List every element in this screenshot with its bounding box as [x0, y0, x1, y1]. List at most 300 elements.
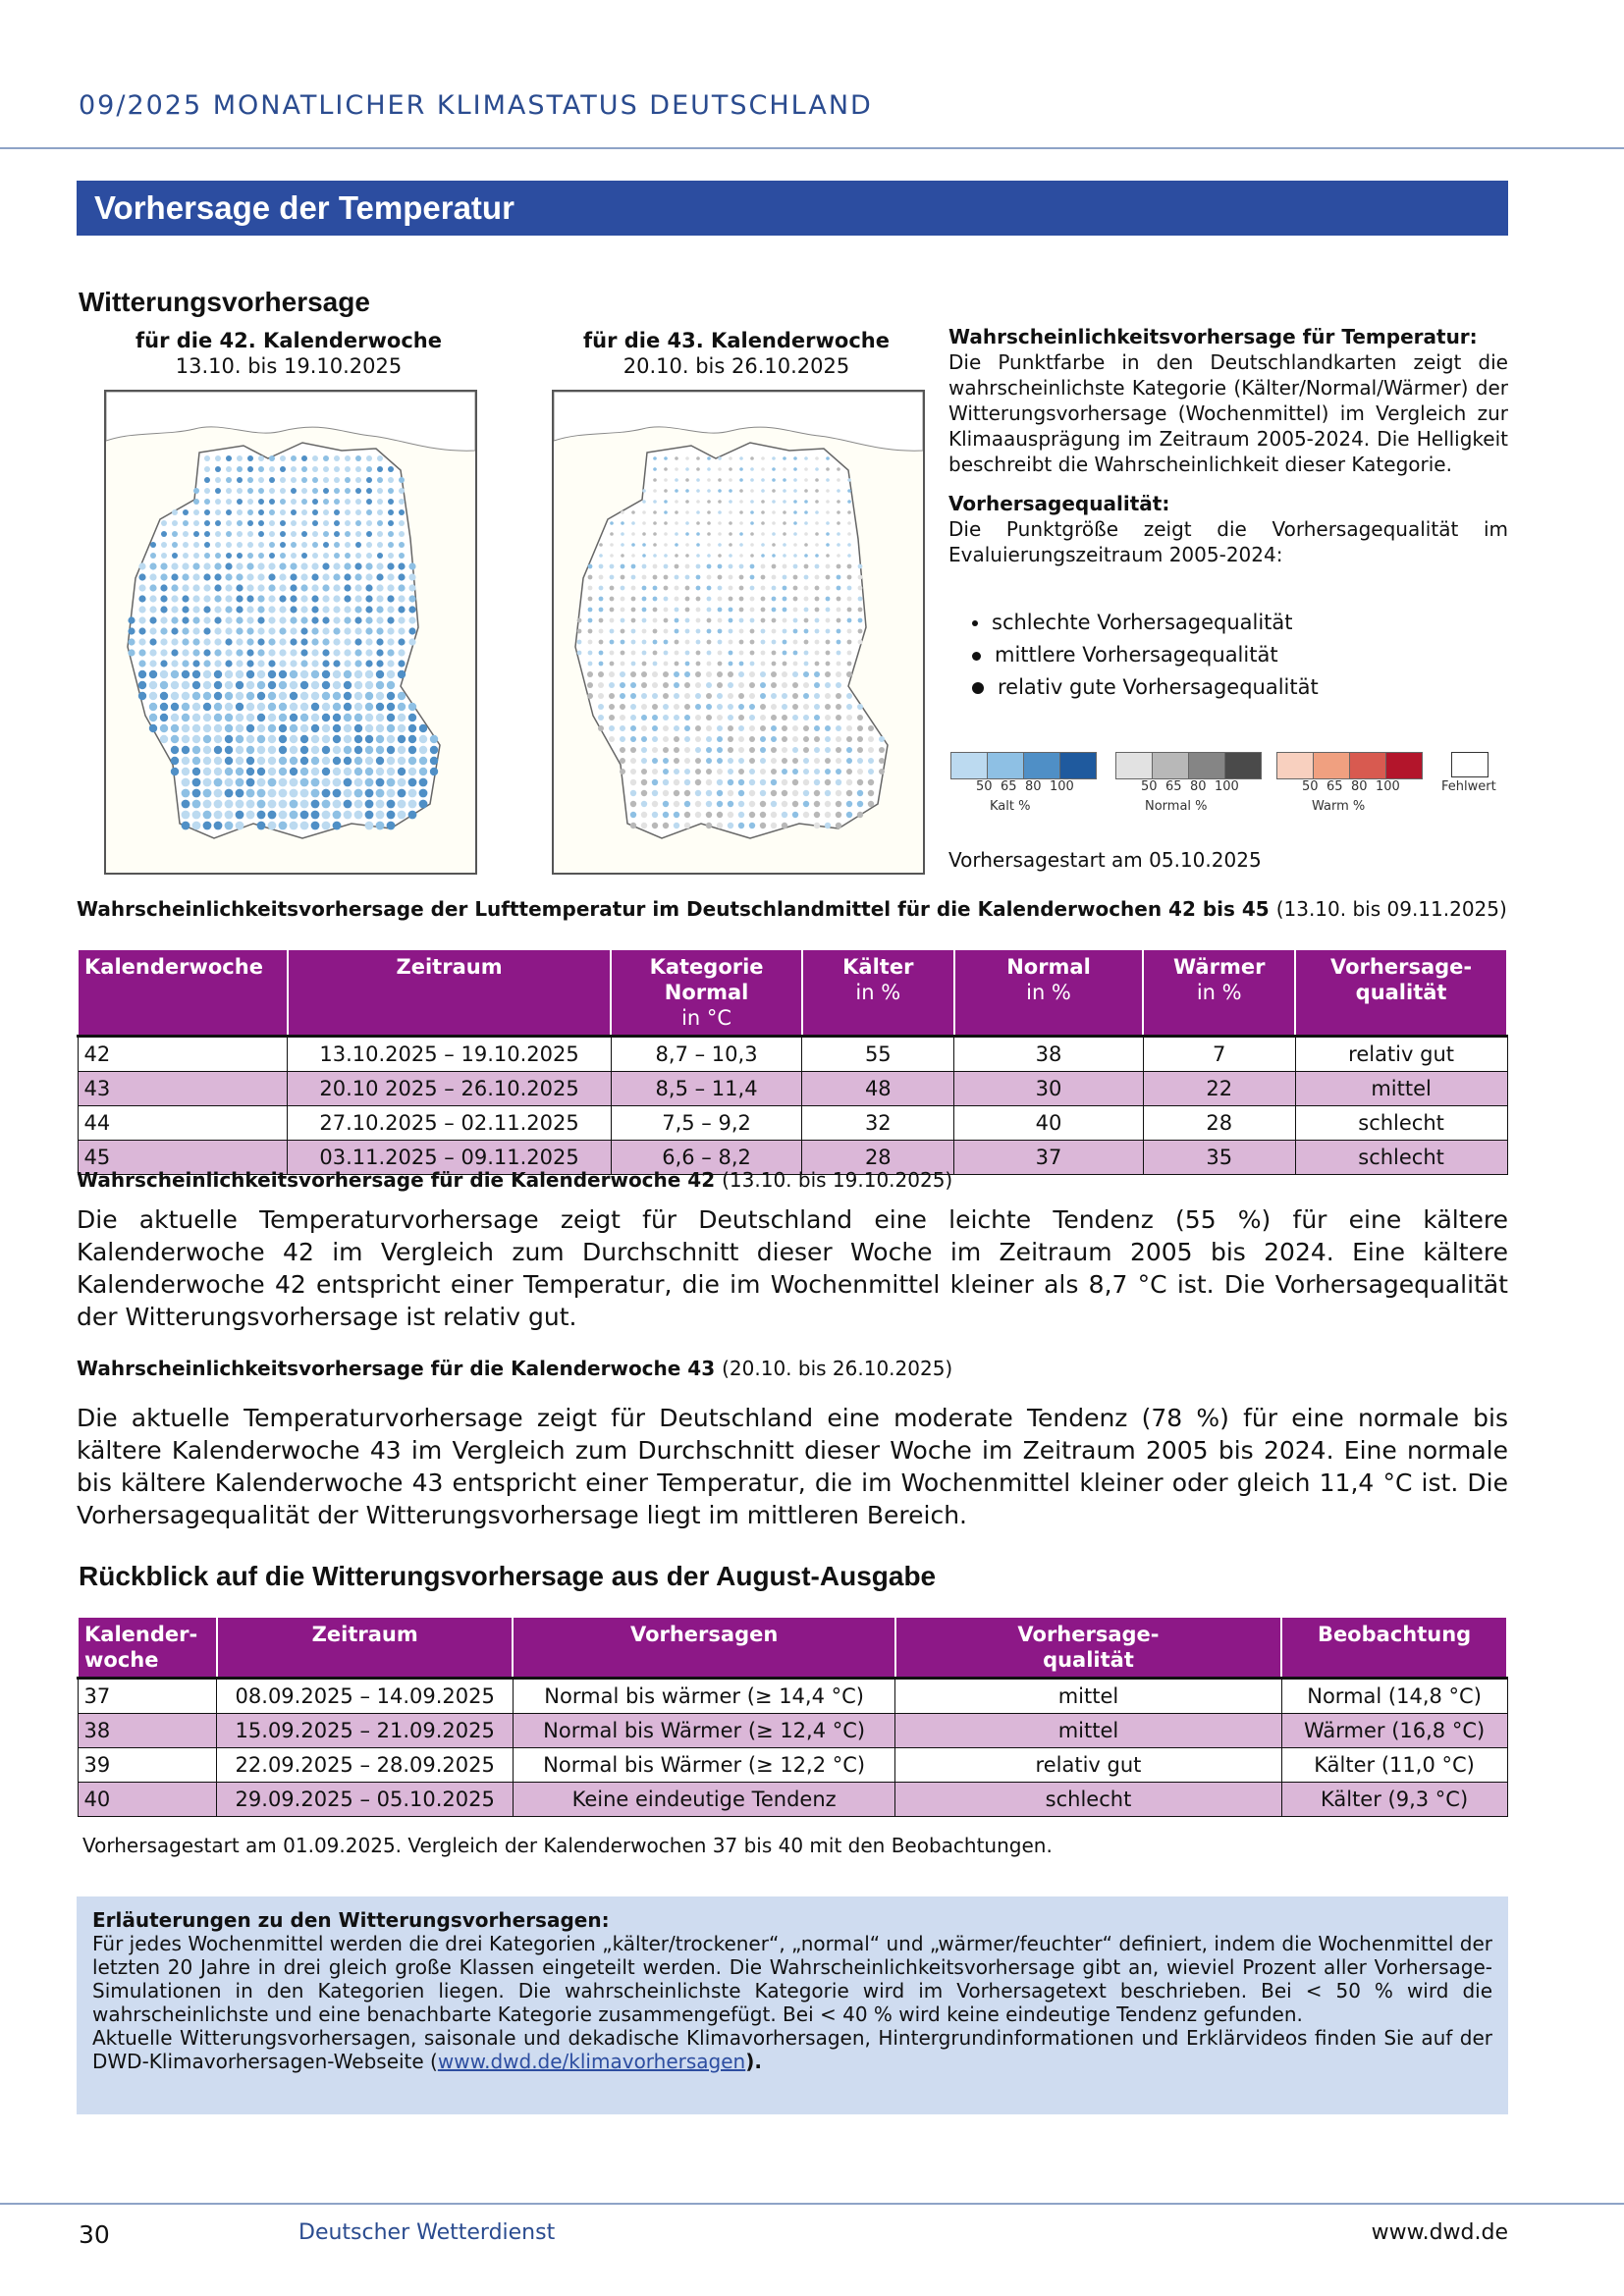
forecast-dot: [354, 735, 362, 743]
forecast-dot: [182, 638, 189, 645]
forecast-dot: [225, 822, 234, 830]
forecast-dot: [836, 671, 841, 677]
forecast-dot: [323, 531, 329, 537]
forecast-dot: [814, 682, 820, 688]
forecast-dot: [717, 812, 723, 818]
forecast-dot: [311, 584, 318, 591]
forecast-dot: [695, 790, 701, 796]
forecast-dot: [707, 532, 711, 536]
forecast-dot: [408, 595, 415, 602]
forecast-dot: [718, 662, 723, 667]
forecast-dot: [837, 478, 840, 482]
forecast-dot: [388, 466, 394, 472]
forecast-dot: [847, 618, 852, 623]
forecast-dot: [149, 616, 156, 623]
forecast-dot: [739, 543, 743, 547]
forecast-dot: [825, 769, 831, 774]
forecast-dot: [160, 616, 167, 623]
forecast-dot: [171, 606, 178, 613]
forecast-dot: [160, 735, 168, 743]
forecast-dot: [761, 489, 765, 493]
table-cell: 38: [954, 1037, 1144, 1072]
forecast-dot: [247, 488, 253, 494]
forecast-dot: [366, 477, 372, 483]
forecast-dot: [192, 724, 200, 732]
forecast-dot: [750, 532, 754, 536]
forecast-dot: [291, 509, 297, 515]
forecast-dot: [684, 758, 690, 764]
forecast-dot: [631, 662, 636, 667]
forecast-dot: [376, 584, 383, 591]
forecast-dot: [653, 532, 657, 536]
forecast-dot: [246, 681, 254, 689]
forecast-dot: [322, 660, 329, 667]
forecast-dot: [846, 725, 852, 731]
forecast-dot: [290, 681, 298, 689]
forecast-dot: [344, 562, 351, 569]
forecast-dot: [311, 595, 318, 602]
forecast-dot: [138, 595, 145, 602]
forecast-dot: [814, 671, 820, 677]
forecast-dot: [290, 670, 298, 678]
forecast-dot: [750, 575, 755, 580]
forecast-dot: [354, 638, 361, 645]
forecast-dot: [847, 532, 851, 536]
forecast-dot: [192, 584, 199, 591]
forecast-dot: [128, 616, 135, 623]
forecast-dot: [333, 638, 340, 645]
forecast-dot: [333, 573, 340, 580]
forecast-dot: [312, 520, 318, 526]
forecast-dot: [246, 562, 253, 569]
forecast-dot: [792, 769, 798, 774]
forecast-dot: [279, 638, 286, 645]
forecast-dot: [225, 778, 234, 787]
forecast-dot: [345, 488, 351, 494]
forecast-dot: [815, 467, 819, 471]
forecast-dot: [290, 606, 297, 613]
scale-tick: 50: [1302, 779, 1319, 794]
forecast-dot: [717, 704, 723, 710]
forecast-dot: [804, 618, 809, 623]
header-cell: Vorhersage- qualität: [895, 1617, 1281, 1679]
forecast-dot: [749, 736, 755, 742]
forecast-dot: [706, 725, 712, 731]
forecast-dot: [214, 606, 221, 613]
forecast-dot: [684, 779, 690, 785]
forecast-dot: [771, 715, 777, 721]
forecast-dot: [236, 746, 244, 754]
forecast-dot: [599, 618, 604, 623]
forecast-dot: [837, 608, 841, 613]
forecast-dot: [268, 670, 276, 678]
forecast-dot: [609, 725, 615, 731]
forecast-dot: [300, 649, 307, 656]
forecast-dot: [587, 693, 593, 699]
forecast-dot: [149, 714, 157, 721]
forecast-dot: [879, 747, 885, 753]
forecast-dot: [707, 575, 712, 580]
forecast-dot: [311, 660, 318, 667]
forecast-dot: [290, 746, 298, 754]
forecast-dot: [193, 553, 199, 559]
forecast-dot: [728, 801, 733, 807]
forecast-dot: [355, 531, 361, 537]
forecast-dot: [344, 768, 352, 775]
forecast-dot: [675, 662, 679, 667]
forecast-dot: [857, 779, 863, 785]
forecast-dot: [793, 662, 798, 667]
forecast-dot: [246, 660, 253, 667]
forecast-dot: [291, 542, 297, 548]
forecast-dot: [630, 790, 636, 796]
forecast-dot: [664, 586, 669, 591]
forecast-dot: [630, 769, 636, 774]
forecast-dot: [803, 790, 809, 796]
forecast-dot: [729, 662, 733, 667]
forecast-dot: [376, 735, 384, 743]
review-footnote: Vorhersagestart am 01.09.2025. Vergleich der Kalenderwochen 37 bis 40 mit den Beobachtungen.: [82, 1834, 1053, 1857]
forecast-dot: [388, 531, 394, 537]
forecast-dot: [674, 801, 679, 807]
forecast-dot: [182, 735, 189, 743]
forecast-dot: [236, 714, 244, 721]
forecast-dot: [322, 822, 331, 830]
forecast-dot: [280, 509, 286, 515]
map-kw43-figure: [554, 392, 923, 873]
forecast-dot: [344, 692, 352, 700]
forecast-dot: [738, 671, 744, 677]
forecast-dot: [149, 606, 156, 613]
forecast-dot: [257, 746, 265, 754]
forecast-dot: [641, 715, 647, 721]
forecast-dot: [718, 500, 722, 504]
forecast-dot: [257, 714, 265, 721]
forecast-dot: [599, 586, 604, 591]
forecast-dot: [333, 811, 342, 820]
forecast-dot: [621, 532, 624, 536]
forecast-dot: [182, 724, 189, 732]
forecast-dot: [171, 681, 179, 689]
forecast-dot: [760, 812, 766, 818]
forecast-dot: [301, 499, 307, 505]
forecast-dot: [376, 616, 383, 623]
forecast-dot: [257, 562, 264, 569]
forecast-dot: [804, 597, 809, 602]
forecast-dot: [311, 800, 320, 809]
scale-tick: 80: [1351, 779, 1368, 794]
forecast-dot: [333, 746, 341, 754]
forecast-dot: [749, 790, 755, 796]
forecast-dot: [675, 543, 678, 547]
forecast-dot: [215, 477, 221, 483]
forecast-dot: [653, 467, 657, 471]
forecast-dot: [333, 735, 341, 743]
forecast-dot: [192, 822, 201, 830]
forecast-dot: [696, 554, 700, 558]
forecast-dot: [750, 640, 755, 645]
forecast-dot: [825, 758, 831, 764]
forecast-dot: [269, 488, 275, 494]
forecast-dot: [236, 649, 243, 656]
forecast-dot: [707, 608, 712, 613]
table-cell: 13.10.2025 – 19.10.2025: [288, 1037, 611, 1072]
forecast-dot: [171, 562, 178, 569]
forecast-dot: [388, 509, 394, 515]
forecast-dot: [653, 456, 657, 460]
forecast-dot: [804, 478, 808, 482]
forecast-dot: [387, 649, 394, 656]
color-swatch: [1276, 752, 1314, 779]
forecast-dot: [630, 779, 636, 785]
forecast-dot: [193, 520, 199, 526]
forecast-dot: [804, 456, 808, 460]
forecast-dot: [761, 532, 765, 536]
klimavorhersagen-link[interactable]: www.dwd.de/klimavorhersagen: [437, 2050, 746, 2073]
forecast-dot: [847, 640, 852, 645]
forecast-dot: [236, 757, 244, 765]
forecast-dot: [761, 564, 766, 569]
header-cell: Kalenderwoche: [78, 949, 288, 1037]
forecast-dot: [311, 703, 319, 711]
forecast-dot: [247, 499, 253, 505]
forecast-dot: [365, 800, 374, 809]
forecast-dot: [183, 531, 189, 537]
scale-tick: 65: [1165, 779, 1182, 794]
forecast-dot: [696, 532, 700, 536]
forecast-dot: [149, 724, 157, 732]
forecast-dot: [160, 649, 167, 656]
forecast-dot: [739, 478, 743, 482]
forecast-dot: [323, 520, 329, 526]
forecast-dot: [783, 532, 786, 536]
forecast-dot: [203, 692, 211, 700]
forecast-dot: [815, 489, 819, 493]
forecast-dot: [354, 562, 361, 569]
forecast-dot: [279, 562, 286, 569]
forecast-dot: [685, 564, 690, 569]
forecast-dot: [399, 520, 405, 526]
forecast-dot: [300, 638, 307, 645]
forecast-dot: [268, 681, 276, 689]
forecast-dot: [641, 725, 647, 731]
forecast-dot: [675, 629, 679, 634]
forecast-dot: [268, 606, 275, 613]
forecast-dot: [160, 627, 167, 634]
forecast-dot: [182, 757, 189, 765]
forecast-dot: [408, 778, 417, 787]
header-cell: Vorhersagen: [513, 1617, 894, 1679]
forecast-dot: [225, 595, 232, 602]
forecast-dot: [717, 682, 723, 688]
forecast-dot: [826, 456, 830, 460]
forecast-dot: [739, 662, 744, 667]
forecast-dot: [182, 562, 189, 569]
forecast-dot: [354, 606, 361, 613]
forecast-dot: [793, 554, 797, 558]
forecast-dot: [322, 757, 330, 765]
forecast-dot: [257, 573, 264, 580]
forecast-dot: [674, 725, 679, 731]
forecast-dot: [696, 510, 700, 514]
forecast-dot: [717, 823, 723, 828]
forecast-dot: [685, 597, 690, 602]
forecast-dot: [334, 542, 340, 548]
forecast-dot: [269, 466, 275, 472]
forecast-dot: [225, 627, 232, 634]
forecast-dot: [377, 499, 383, 505]
table-cell: 27.10.2025 – 02.11.2025: [288, 1106, 611, 1141]
footer-url: www.dwd.de: [1371, 2220, 1508, 2245]
forecast-dot: [696, 608, 701, 613]
forecast-dot: [652, 779, 658, 785]
forecast-dot: [226, 553, 232, 559]
forecast-dot: [214, 811, 223, 820]
forecast-dot: [258, 499, 264, 505]
forecast-dot: [598, 725, 604, 731]
forecast-dot: [192, 800, 201, 809]
forecast-dot: [826, 586, 831, 591]
forecast-dot: [847, 564, 852, 569]
forecast-dot: [236, 822, 244, 830]
forecast-dot: [653, 662, 658, 667]
forecast-dot: [268, 724, 276, 732]
forecast-dot: [192, 811, 201, 820]
forecast-dot: [214, 627, 221, 634]
forecast-dot: [803, 725, 809, 731]
forecast-dot: [783, 575, 787, 580]
forecast-dot: [225, 811, 234, 820]
forecast-dot: [836, 823, 841, 828]
forecast-dot: [354, 746, 362, 754]
forecast-dot: [236, 735, 244, 743]
forecast-dot: [588, 640, 593, 645]
forecast-dot: [388, 477, 394, 483]
color-swatch: [1115, 752, 1153, 779]
forecast-dot: [664, 640, 669, 645]
forecast-dot: [836, 812, 841, 818]
forecast-dot: [825, 704, 831, 710]
forecast-dot: [598, 671, 604, 677]
forecast-dot: [664, 575, 669, 580]
forecast-dot: [729, 597, 733, 602]
forecast-dot: [214, 681, 222, 689]
forecast-dot: [739, 456, 743, 460]
forecast-dot: [398, 703, 406, 711]
forecast-dot: [311, 681, 319, 689]
forecast-dot: [236, 584, 243, 591]
forecast-dot: [696, 629, 701, 634]
forecast-dot: [826, 618, 831, 623]
forecast-dot: [408, 811, 417, 820]
forecast-dot: [696, 651, 701, 656]
forecast-dot: [312, 466, 318, 472]
forecast-dot: [257, 584, 264, 591]
forecast-dot: [365, 606, 372, 613]
forecast-dot: [333, 692, 341, 700]
forecast-dot: [322, 584, 329, 591]
forecast-dot: [376, 595, 383, 602]
forecast-dot: [345, 542, 351, 548]
forecast-dot: [749, 747, 755, 753]
forecast-dot: [738, 779, 744, 785]
forecast-dot: [631, 629, 636, 634]
forecast-dot: [225, 638, 232, 645]
forecast-dot: [653, 640, 658, 645]
forecast-dot: [814, 736, 820, 742]
review-table: [77, 1616, 1508, 1817]
forecast-dot: [300, 573, 307, 580]
forecast-dot: [782, 801, 787, 807]
forecast-dot: [728, 758, 733, 764]
forecast-dot: [621, 618, 625, 623]
forecast-dot: [279, 573, 286, 580]
forecast-dot: [366, 542, 372, 548]
forecast-dot: [192, 681, 200, 689]
table-cell: mittel: [895, 1714, 1281, 1748]
forecast-dot: [225, 660, 232, 667]
forecast-dot: [663, 823, 669, 828]
forecast-dot: [322, 616, 329, 623]
forecast-dot: [192, 660, 199, 667]
forecast-dot: [269, 542, 275, 548]
forecast-dot: [311, 606, 318, 613]
forecast-dot: [203, 714, 211, 721]
forecast-dot: [761, 618, 766, 623]
header-cell: Zeitraum: [217, 1617, 514, 1679]
forecast-dot: [729, 489, 732, 493]
header-cell: Vorhersage- qualität: [1295, 949, 1507, 1037]
forecast-dot: [728, 779, 733, 785]
forecast-dot: [663, 693, 669, 699]
forecast-dot: [610, 618, 615, 623]
forecast-dot: [333, 616, 340, 623]
forecast-dot: [663, 682, 669, 688]
forecast-dot: [729, 575, 733, 580]
forecast-dot: [858, 608, 863, 613]
large-dot-icon: [972, 682, 984, 694]
forecast-dot: [204, 520, 210, 526]
forecast-dot: [620, 769, 625, 774]
forecast-dot: [826, 640, 831, 645]
forecast-dot: [203, 703, 211, 711]
forecast-dot: [419, 735, 427, 743]
forecast-dot: [246, 627, 253, 634]
forecast-dot: [729, 586, 733, 591]
explanation-box: [77, 1896, 1508, 2114]
forecast-dot: [738, 801, 744, 807]
forecast-dot: [236, 768, 244, 775]
forecast-dot: [761, 651, 766, 656]
forecast-dot: [793, 489, 797, 493]
forecast-dot: [815, 478, 819, 482]
forecast-dot: [674, 704, 679, 710]
forecast-dot: [268, 735, 276, 743]
forecast-dot: [408, 606, 415, 613]
forecast-dot: [387, 584, 394, 591]
normal-label: Normal %: [1145, 799, 1208, 814]
forecast-dot: [322, 768, 330, 775]
forecast-dot: [171, 660, 178, 667]
forecast-dot: [577, 640, 582, 645]
forecast-dot: [334, 509, 340, 515]
forecast-dot: [171, 670, 179, 678]
forecast-dot: [674, 747, 679, 753]
scale-tick: 100: [1050, 779, 1074, 794]
forecast-dot: [311, 562, 318, 569]
forecast-dot: [653, 510, 657, 514]
forecast-dot: [214, 703, 222, 711]
